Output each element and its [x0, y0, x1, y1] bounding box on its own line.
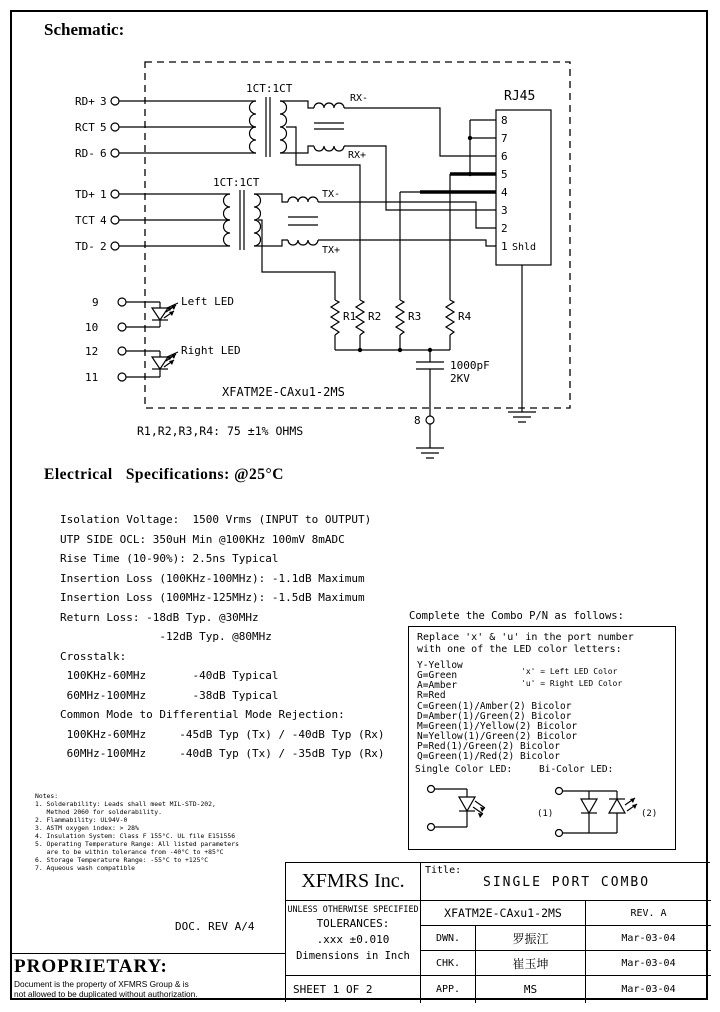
cap-value: 1000pF	[450, 359, 490, 372]
resistor-label: R2	[368, 310, 382, 323]
color-code: R=Red	[417, 690, 446, 701]
spec-line: UTP SIDE OCL: 350uH Min @100KHz 100mV 8mADC	[60, 532, 345, 546]
pin-number: 3	[100, 95, 107, 108]
title-cell	[421, 863, 711, 901]
drawing-title: SINGLE PORT COMBO	[483, 875, 651, 890]
tolerances-cell	[286, 901, 421, 976]
rj45-pin: 3	[501, 204, 508, 217]
bold-pair-wires	[420, 174, 496, 192]
resistor-r3	[396, 300, 404, 335]
transformer-ratio-top: 1CT:1CT	[246, 82, 293, 95]
rj45-label: RJ45	[504, 89, 536, 104]
note-line: are to be within tolerance from -40°C to +85°C	[35, 848, 224, 856]
shield-label: Shld	[512, 242, 537, 253]
rx-minus-label: RX-	[350, 93, 369, 104]
notes-block	[35, 792, 239, 872]
color-code: Y-Yellow	[417, 660, 463, 671]
led-pin: 11	[85, 371, 99, 384]
proprietary-heading: PROPRIETARY:	[14, 956, 168, 977]
right-led-label: Right LED	[181, 344, 241, 357]
pin-label: TD+	[75, 188, 95, 201]
pin-number: 1	[100, 188, 107, 201]
dwn-label: DWN.	[421, 926, 476, 951]
x-note: 'x' = Left LED Color	[521, 667, 618, 676]
rx-transformer-secondary	[280, 101, 287, 153]
part-number: XFATM2E-CAxu1-2MS	[421, 901, 586, 926]
proprietary-text-line: not allowed to be duplicated without authorization.	[14, 989, 198, 999]
left-led-label: Left LED	[181, 295, 234, 308]
proprietary-text-line: Document is the property of XFMRS Group & is	[14, 979, 189, 989]
note-line: 3. ASTM oxygen index: > 28%	[35, 824, 139, 832]
pin-label: RCT	[75, 121, 95, 134]
schematic-heading: Schematic:	[44, 20, 125, 39]
schematic-drawing	[0, 0, 720, 475]
pin-number: 4	[100, 214, 107, 227]
transformer-ratio-bottom: 1CT:1CT	[213, 176, 260, 189]
pin-label: TD-	[75, 240, 95, 253]
rj45-pin: 7	[501, 132, 508, 145]
rj45-pin: 8	[501, 114, 508, 127]
spec-line: 100KHz-60MHz -45dB Typ (Tx) / -40dB Typ (Rx)	[60, 727, 385, 741]
ground-symbol-shield	[508, 412, 536, 422]
right-led-diode	[152, 357, 168, 369]
pin-number: 2	[100, 240, 107, 253]
note-line: Method 2060 for solderability.	[35, 808, 162, 816]
electrical-specs-list	[60, 510, 385, 764]
app-name: MS	[476, 976, 586, 1003]
note-line: 2. Flammability: UL94V-0	[35, 816, 128, 824]
resistor-r4	[446, 300, 454, 335]
app-label: APP.	[421, 976, 476, 1003]
resistor-label: R1	[343, 310, 357, 323]
hv-capacitor	[416, 362, 444, 369]
rx-plus-label: RX+	[348, 150, 367, 161]
note-line: 7. Aqueous wash compatible	[35, 864, 136, 872]
combo-title: Complete the Combo P/N as follows:	[409, 610, 624, 622]
spec-line: 60MHz-100MHz -38dB Typical	[60, 688, 279, 702]
bicolor-diode-2	[609, 799, 625, 813]
color-code: A=Amber	[417, 680, 458, 691]
pin-label: TCT	[75, 214, 95, 227]
color-code: G=Green	[417, 670, 458, 681]
u-note: 'u' = Right LED Color	[521, 679, 623, 688]
dwn-date: Mar-03-04	[586, 926, 711, 951]
schematic-part-number: XFATM2E-CAxu1-2MS	[222, 385, 345, 399]
bicolor-marker-1: (1)	[537, 809, 554, 819]
spec-line: 100KHz-60MHz -40dB Typical	[60, 669, 279, 682]
tolerances-label: TOLERANCES:	[316, 917, 390, 930]
bicolor-code: C=Green(1)/Amber(2) Bicolor	[417, 701, 572, 712]
bicolor-diode-1	[581, 799, 597, 813]
resistor-r2	[356, 300, 364, 335]
title-label: Title:	[425, 865, 462, 876]
rj45-pin: 1	[501, 240, 508, 253]
app-date: Mar-03-04	[621, 984, 676, 995]
unless-otherwise-specified: UNLESS OTHERWISE SPECIFIED	[287, 904, 419, 914]
tx-plus-label: TX+	[322, 245, 341, 256]
rj45-pin: 4	[501, 186, 508, 199]
electrical-heading: Electrical Specifications: @25°C	[44, 466, 284, 483]
chk-label: CHK.	[421, 951, 476, 976]
note-line: 4. Insulation System: Class F 155°C. UL file E151556	[35, 832, 236, 840]
spec-line: -12dB Typ. @80MHz	[60, 630, 272, 643]
ground-symbol-cap	[416, 448, 444, 458]
spec-line: Insertion Loss (100KHz-100MHz): -1.1dB Maximum	[60, 571, 365, 585]
bicolor-code: D=Amber(1)/Green(2) Bicolor	[417, 711, 572, 722]
led-pin: 12	[85, 345, 99, 358]
single-led-diode	[459, 797, 475, 811]
note-line: 5. Operating Temperature Range: All listed parameters	[35, 840, 239, 848]
pin-number: 6	[100, 147, 107, 160]
rj45-pin: 2	[501, 222, 508, 235]
rx-choke	[314, 103, 344, 108]
single-led-label: Single Color LED:	[415, 764, 513, 775]
title-block	[285, 862, 710, 1002]
spec-line: 60MHz-100MHz -40dB Typ (Tx) / -35dB Typ (Rx)	[60, 747, 385, 760]
revision: REV. A	[586, 901, 711, 926]
combo-intro: with one of the LED color letters:	[417, 644, 622, 655]
led-symbols-drawing	[409, 775, 675, 849]
rj45-pin: 5	[501, 168, 508, 181]
resistor-note: R1,R2,R3,R4: 75 ±1% OHMS	[137, 424, 304, 438]
combo-intro: Replace 'x' & 'u' in the port number	[417, 632, 634, 643]
led-pin: 9	[92, 296, 99, 309]
spec-line: Rise Time (10-90%): 2.5ns Typical	[60, 552, 279, 565]
bicolor-code: M=Green(1)/Yellow(2) Bicolor	[417, 721, 578, 732]
chk-name: 崔玉坤	[476, 951, 586, 976]
pin-label: RD-	[75, 147, 95, 160]
resistor-label: R4	[458, 310, 472, 323]
chk-date: Mar-03-04	[586, 951, 711, 976]
doc-rev: DOC. REV A/4	[175, 920, 255, 933]
resistor-r1	[331, 300, 339, 335]
bicolor-code: P=Red(1)/Green(2) Bicolor	[417, 741, 560, 752]
resistor-label: R3	[408, 310, 422, 323]
schematic-labels	[75, 82, 536, 427]
bicolor-code: Q=Green(1)/Red(2) Bicolor	[417, 751, 560, 762]
pin-label: RD+	[75, 95, 95, 108]
pin-number: 5	[100, 121, 107, 134]
notes-heading: Notes:	[35, 792, 59, 800]
cap-voltage: 2KV	[450, 372, 470, 385]
tolerance-value: .xxx ±0.010	[316, 933, 390, 946]
dimensions-note: Dimensions in Inch	[296, 950, 410, 962]
proprietary-block	[11, 953, 285, 1001]
spec-line: Common Mode to Differential Mode Rejection:	[60, 708, 345, 721]
tx-choke	[288, 197, 318, 202]
tx-minus-label: TX-	[322, 189, 341, 200]
bicolor-code: N=Yellow(1)/Green(2) Bicolor	[417, 731, 578, 742]
spec-line: Return Loss: -18dB Typ. @30MHz	[60, 610, 259, 624]
schematic-wiring	[119, 97, 551, 458]
junction-dots	[167, 136, 472, 365]
dwn-name: 罗振江	[476, 926, 586, 951]
bicolor-led-label: Bi-Color LED:	[539, 764, 614, 775]
left-led-diode	[152, 308, 168, 320]
external-shield-pin: 8	[414, 414, 421, 427]
spec-line: Isolation Voltage: 1500 Vrms (INPUT to OUTPUT)	[60, 513, 372, 526]
led-pin: 10	[85, 321, 99, 334]
spec-line: Insertion Loss (100MHz-125MHz): -1.5dB Maximum	[60, 591, 365, 604]
sheet-number: SHEET 1 OF 2	[286, 976, 421, 1003]
company-name: XFMRS Inc.	[286, 863, 421, 901]
spec-line: Crosstalk:	[60, 649, 127, 663]
rj45-pin: 6	[501, 150, 508, 163]
bicolor-marker-2: (2)	[641, 809, 658, 819]
combo-pn-box	[408, 626, 676, 850]
note-line: 6. Storage Temperature Range: -55°C to +125°C	[35, 856, 209, 864]
note-line: 1. Solderability: Leads shall meet MIL-STD-202,	[35, 800, 216, 808]
